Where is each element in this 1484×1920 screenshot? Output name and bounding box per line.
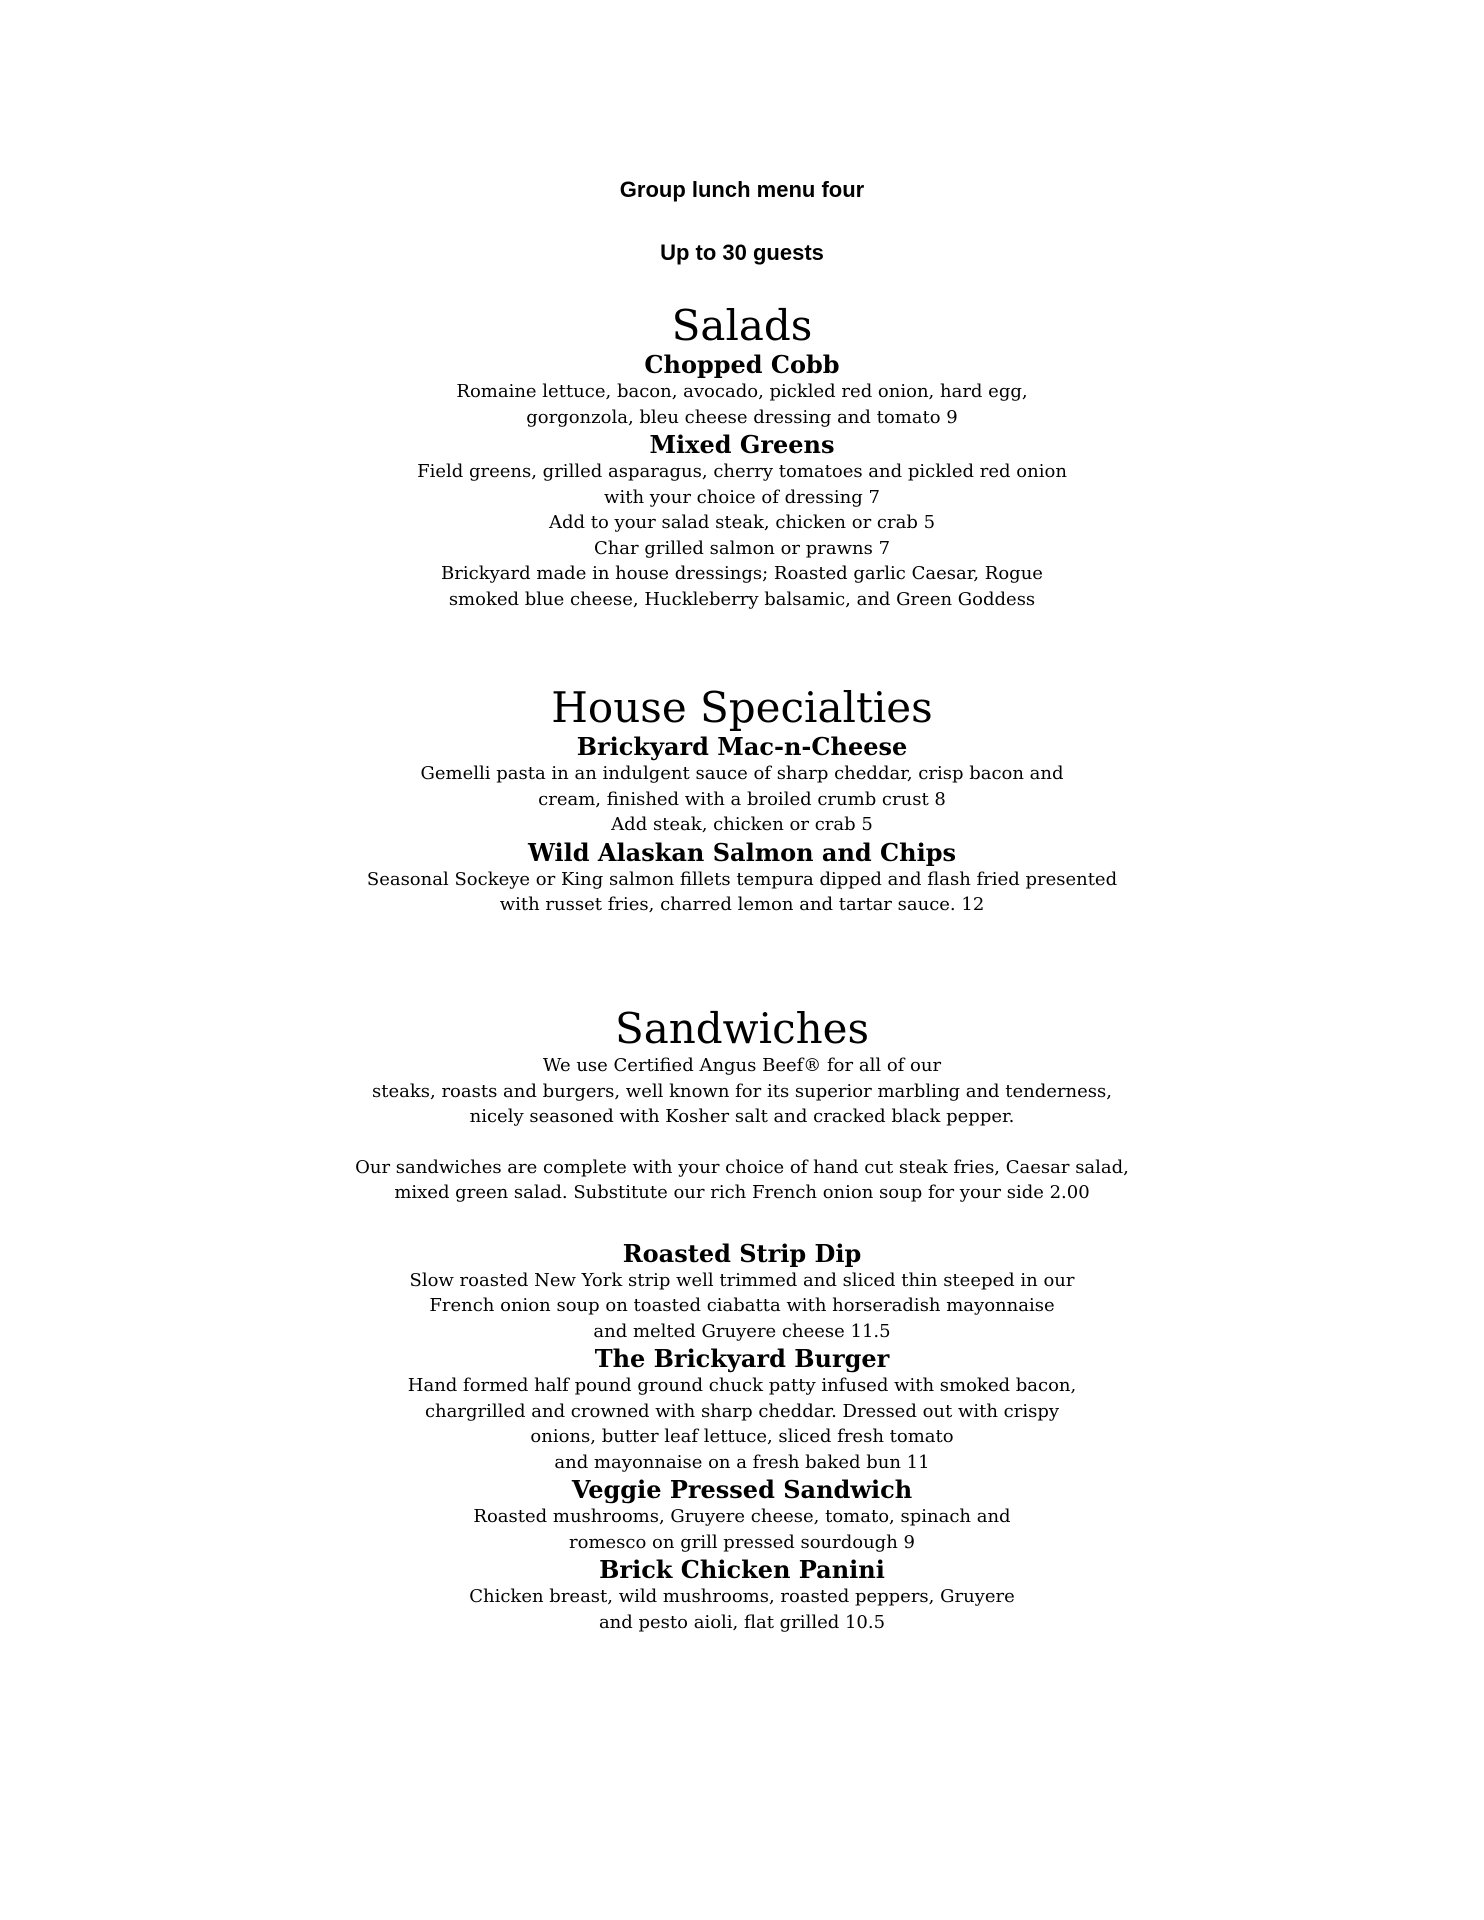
item-description-line: Char grilled salmon or prawns 7	[593, 537, 891, 559]
sides-line: mixed green salad. Substitute our rich French onion soup for your side 2.00	[394, 1182, 1090, 1203]
intro-line: We use Certified Angus Beef® for all of our	[542, 1055, 942, 1076]
item-name: Roasted Strip Dip	[622, 1238, 862, 1268]
item-description-line: Brickyard made in house dressings; Roasted garlic Caesar, Rogue	[441, 563, 1043, 584]
item-description-line: smoked blue cheese, Huckleberry balsamic, and Green Goddess	[448, 588, 1036, 610]
menu-title: Group lunch menu four	[619, 177, 865, 202]
menu-item-roasted-strip-dip	[0, 1239, 1484, 1345]
item-description-line: French onion soup on toasted ciabatta with horseradish mayonnaise	[429, 1295, 1055, 1316]
sandwiches-sides-note	[0, 1155, 1484, 1206]
item-name: Veggie Pressed Sandwich	[571, 1475, 913, 1504]
item-description-line: Hand formed half pound ground chuck patty infused with smoked bacon,	[407, 1375, 1077, 1396]
spacer	[0, 1130, 1484, 1155]
item-description-line: gorgonzola, bleu cheese dressing and tomato 9	[526, 406, 958, 428]
item-name: Chopped Cobb	[644, 350, 840, 379]
menu-item-brickyard-burger	[0, 1344, 1484, 1475]
item-name: Mixed Greens	[649, 430, 835, 459]
item-name: Brick Chicken Panini	[599, 1555, 885, 1584]
section-salads	[0, 302, 1484, 612]
item-name: Wild Alaskan Salmon and Chips	[528, 837, 956, 867]
item-description-line: Gemelli pasta in an indulgent sauce of sharp cheddar, crisp bacon and	[420, 763, 1064, 784]
item-description-line: with russet fries, charred lemon and tartar sauce. 12	[499, 894, 985, 915]
item-description-line: chargrilled and crowned with sharp cheddar. Dressed out with crispy	[424, 1400, 1060, 1422]
section-title-salads: Salads	[671, 301, 813, 350]
menu-item-brick-chicken-panini	[0, 1555, 1484, 1635]
item-description-line: and mayonnaise on a fresh baked bun 11	[554, 1451, 930, 1473]
menu-subtitle: Up to 30 guests	[660, 240, 824, 265]
intro-line: nicely seasoned with Kosher salt and cracked black pepper.	[469, 1106, 1015, 1127]
item-description-line: Slow roasted New York strip well trimmed and sliced thin steeped in our	[409, 1269, 1075, 1291]
section-title-sandwiches: Sandwiches	[614, 1004, 870, 1053]
item-description-line: cream, finished with a broiled crumb crust 8	[538, 788, 946, 810]
item-description-line: and pesto aioli, flat grilled 10.5	[598, 1611, 886, 1633]
item-description-line: Add to your salad steak, chicken or crab 5	[548, 512, 936, 533]
section-title-house-specialties: House Specialties	[551, 683, 933, 732]
item-description-line: with your choice of dressing 7	[604, 486, 880, 508]
item-description-line: Chicken breast, wild mushrooms, roasted peppers, Gruyere	[469, 1586, 1015, 1607]
item-description-line: Romaine lettuce, bacon, avocado, pickled red onion, hard egg,	[456, 381, 1028, 402]
item-name: The Brickyard Burger	[594, 1344, 890, 1373]
menu-item-mixed-greens	[0, 430, 1484, 612]
menu-item-chopped-cobb	[0, 350, 1484, 430]
menu-item-brickyard-mac-n-cheese	[0, 732, 1484, 838]
item-description-line: Roasted mushrooms, Gruyere cheese, tomato, spinach and	[473, 1506, 1011, 1527]
menu-item-veggie-pressed-sandwich	[0, 1475, 1484, 1555]
section-house-specialties	[0, 684, 1484, 918]
intro-line: steaks, roasts and burgers, well known for its superior marbling and tenderness,	[372, 1080, 1112, 1102]
sandwiches-intro	[0, 1053, 1484, 1130]
sides-line: Our sandwiches are complete with your choice of hand cut steak fries, Caesar salad,	[355, 1156, 1129, 1178]
item-name: Brickyard Mac-n-Cheese	[576, 732, 908, 761]
menu-item-wild-alaskan-salmon	[0, 838, 1484, 918]
item-description-line: Add steak, chicken or crab 5	[611, 814, 873, 835]
section-sandwiches	[0, 1005, 1484, 1635]
item-description-line: and melted Gruyere cheese 11.5	[593, 1320, 891, 1342]
item-description-line: onions, butter leaf lettuce, sliced fresh tomato	[530, 1426, 954, 1447]
item-description-line: romesco on grill pressed sourdough 9	[569, 1531, 915, 1553]
spacer	[0, 1206, 1484, 1239]
item-description-line: Seasonal Sockeye or King salmon fillets tempura dipped and flash fried presented	[366, 868, 1118, 890]
item-description-line: Field greens, grilled asparagus, cherry tomatoes and pickled red onion	[417, 461, 1067, 482]
